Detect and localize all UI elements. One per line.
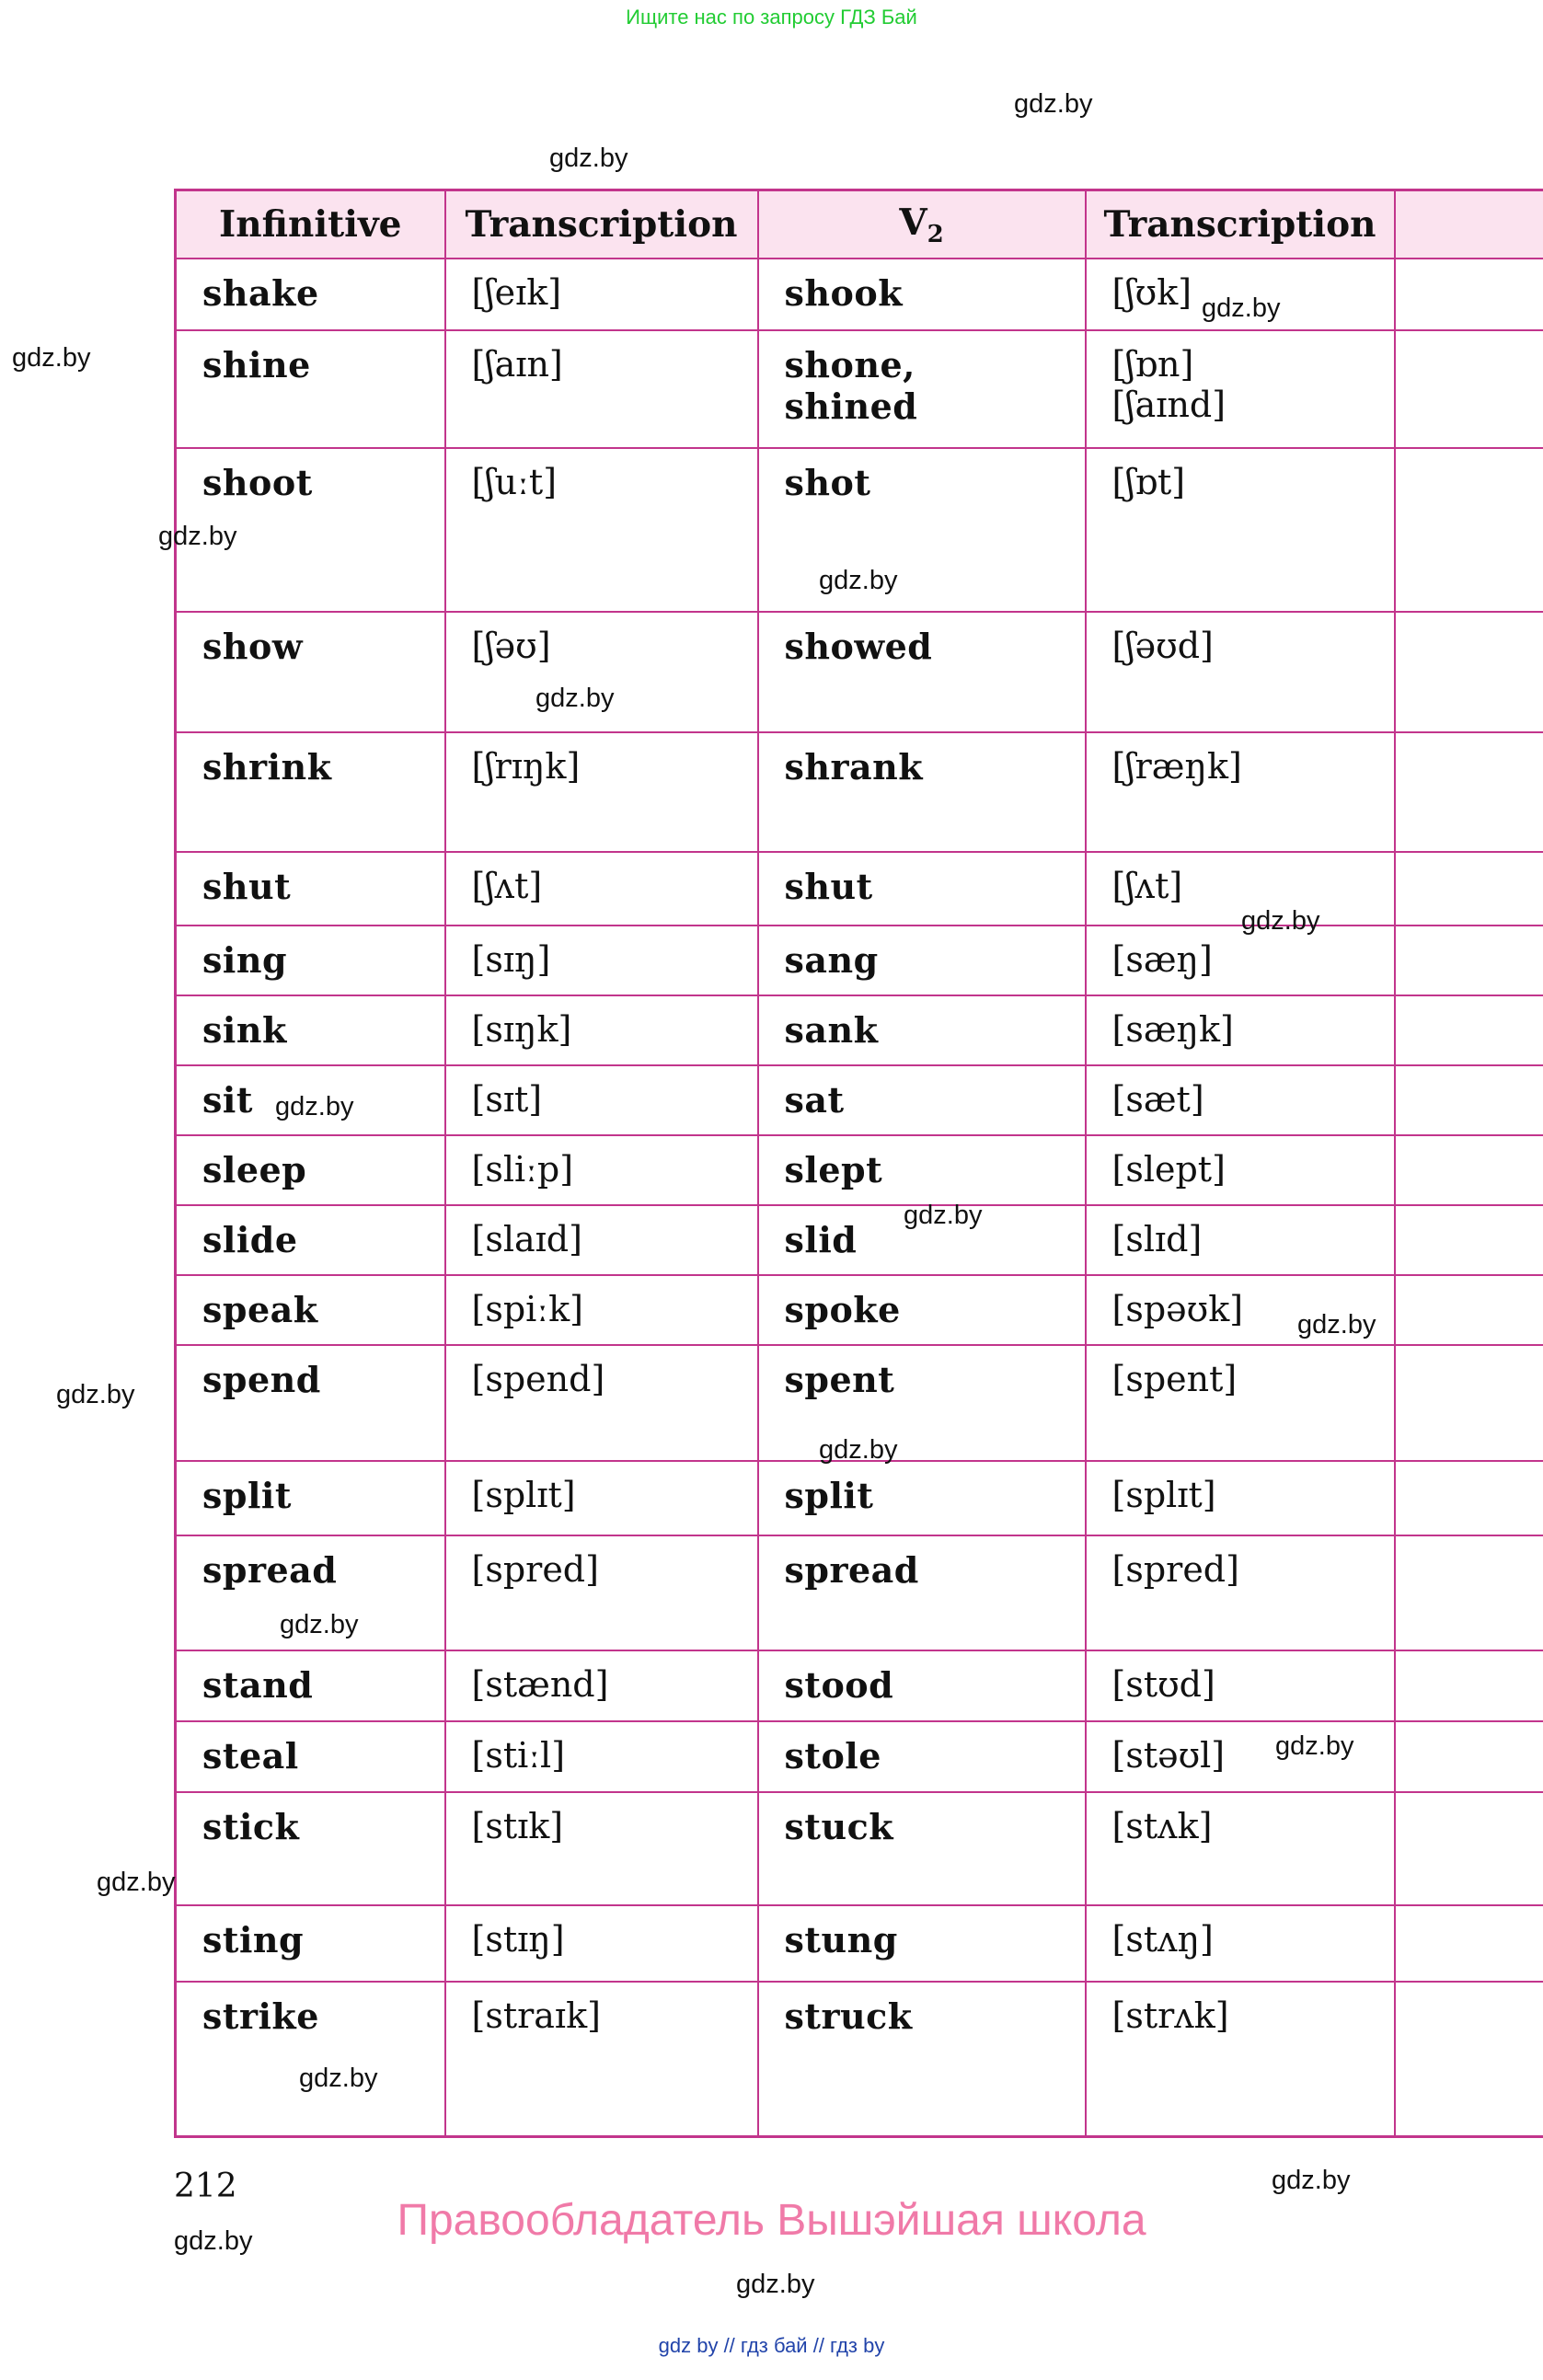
table-row bbox=[176, 1905, 1543, 1982]
v2-transcription-cell: [sæŋk] bbox=[1086, 995, 1395, 1065]
empty-cell bbox=[1395, 1205, 1543, 1275]
v2-cell: shut bbox=[758, 852, 1086, 926]
empty-cell bbox=[1395, 1650, 1543, 1721]
transcription-cell: [spend] bbox=[445, 1345, 758, 1461]
empty-cell bbox=[1395, 1905, 1543, 1982]
v2-cell: spent bbox=[758, 1345, 1086, 1461]
infinitive-cell: shoot bbox=[176, 448, 445, 612]
table-row bbox=[176, 1065, 1543, 1135]
table-row bbox=[176, 612, 1543, 732]
transcription-cell: [sɪŋ] bbox=[445, 926, 758, 995]
transcription-cell: [sɪŋk] bbox=[445, 995, 758, 1065]
header-transcription-v2: Transcription bbox=[1086, 190, 1395, 259]
empty-cell bbox=[1395, 1535, 1543, 1650]
table-row bbox=[176, 1205, 1543, 1275]
v2-transcription-cell: [ʃɒt] bbox=[1086, 448, 1395, 612]
v2-cell: slept bbox=[758, 1135, 1086, 1205]
transcription-cell: [sliːp] bbox=[445, 1135, 758, 1205]
watermark: gdz.by bbox=[736, 2270, 815, 2299]
v2-transcription-cell: [stəʊl] bbox=[1086, 1721, 1395, 1792]
infinitive-cell: sit bbox=[176, 1065, 445, 1135]
infinitive-cell: stick bbox=[176, 1792, 445, 1905]
empty-cell bbox=[1395, 1275, 1543, 1345]
empty-cell bbox=[1395, 1065, 1543, 1135]
v2-cell: spoke bbox=[758, 1275, 1086, 1345]
empty-cell bbox=[1395, 1792, 1543, 1905]
watermark: gdz.by bbox=[549, 144, 628, 173]
v2-cell: shot bbox=[758, 448, 1086, 612]
irregular-verbs-table bbox=[174, 189, 1543, 2138]
table-row bbox=[176, 259, 1543, 330]
table-header-row bbox=[176, 190, 1543, 259]
top-banner-link[interactable]: Ищите нас по запросу ГДЗ Бай bbox=[626, 6, 917, 29]
v2-transcription-cell: [strʌk] bbox=[1086, 1982, 1395, 2136]
infinitive-cell: strike bbox=[176, 1982, 445, 2136]
v2-cell: split bbox=[758, 1461, 1086, 1535]
v2-cell bbox=[758, 330, 1086, 448]
table-row bbox=[176, 330, 1543, 448]
table-row bbox=[176, 1135, 1543, 1205]
table-row bbox=[176, 1650, 1543, 1721]
v2-cell: spread bbox=[758, 1535, 1086, 1650]
v2-cell: sank bbox=[758, 995, 1086, 1065]
v2-transcription: [ʃɒn] bbox=[1111, 344, 1194, 385]
v2-transcription-cell: [spred] bbox=[1086, 1535, 1395, 1650]
watermark: gdz.by bbox=[904, 1201, 983, 1230]
header-v2-label: V bbox=[899, 201, 927, 244]
transcription-cell: [spiːk] bbox=[445, 1275, 758, 1345]
empty-cell bbox=[1395, 330, 1543, 448]
infinitive-cell: sting bbox=[176, 1905, 445, 1982]
v2-transcription-cell: [spent] bbox=[1086, 1345, 1395, 1461]
table-row bbox=[176, 926, 1543, 995]
transcription-cell: [straɪk] bbox=[445, 1982, 758, 2136]
v2-transcription-cell: [stʊd] bbox=[1086, 1650, 1395, 1721]
empty-cell bbox=[1395, 259, 1543, 330]
watermark: gdz.by bbox=[158, 522, 237, 551]
copyright-notice: Правообладатель Вышэйшая школа bbox=[397, 2196, 1146, 2245]
transcription-cell: [splɪt] bbox=[445, 1461, 758, 1535]
watermark: gdz.by bbox=[1014, 89, 1093, 119]
watermark: gdz.by bbox=[174, 2226, 253, 2256]
empty-cell bbox=[1395, 1345, 1543, 1461]
transcription-cell: [ʃeɪk] bbox=[445, 259, 758, 330]
v2-transcription-cell: [slɪd] bbox=[1086, 1205, 1395, 1275]
watermark: gdz.by bbox=[535, 684, 615, 713]
v2-transcription-cell: [splɪt] bbox=[1086, 1461, 1395, 1535]
watermark: gdz.by bbox=[1202, 293, 1281, 323]
v2-form-alt: shined bbox=[784, 385, 918, 427]
v2-transcription-cell: [stʌŋ] bbox=[1086, 1905, 1395, 1982]
v2-cell: sat bbox=[758, 1065, 1086, 1135]
infinitive-cell: spend bbox=[176, 1345, 445, 1461]
table-row bbox=[176, 1461, 1543, 1535]
table-row bbox=[176, 1982, 1543, 2136]
infinitive-cell: steal bbox=[176, 1721, 445, 1792]
transcription-cell: [ʃaɪn] bbox=[445, 330, 758, 448]
infinitive-cell: spread bbox=[176, 1535, 445, 1650]
header-transcription: Transcription bbox=[445, 190, 758, 259]
watermark: gdz.by bbox=[97, 1868, 176, 1897]
watermark: gdz.by bbox=[280, 1610, 359, 1639]
empty-cell bbox=[1395, 1135, 1543, 1205]
table-row bbox=[176, 852, 1543, 926]
table-row bbox=[176, 995, 1543, 1065]
watermark: gdz.by bbox=[819, 566, 898, 595]
v2-cell: stood bbox=[758, 1650, 1086, 1721]
transcription-cell: [stɪk] bbox=[445, 1792, 758, 1905]
infinitive-cell: shrink bbox=[176, 732, 445, 852]
v2-cell: slid bbox=[758, 1205, 1086, 1275]
v2-transcription-cell: [sæt] bbox=[1086, 1065, 1395, 1135]
header-v2-subscript: 2 bbox=[927, 220, 944, 248]
infinitive-cell: sink bbox=[176, 995, 445, 1065]
watermark: gdz.by bbox=[12, 343, 91, 373]
v2-transcription-cell: [sæŋ] bbox=[1086, 926, 1395, 995]
transcription-cell: [ʃəʊ] bbox=[445, 612, 758, 732]
bottom-links[interactable]: gdz by // гдз бай // гдз by bbox=[658, 2334, 885, 2357]
v2-transcription-cell: [ʃʊk] bbox=[1086, 259, 1395, 330]
v2-cell: stole bbox=[758, 1721, 1086, 1792]
infinitive-cell: shine bbox=[176, 330, 445, 448]
header-infinitive: Infinitive bbox=[176, 190, 445, 259]
v2-form: shone, bbox=[784, 344, 915, 385]
v2-transcription-alt: [ʃaɪnd] bbox=[1111, 385, 1226, 425]
transcription-cell: [spred] bbox=[445, 1535, 758, 1650]
infinitive-cell: shut bbox=[176, 852, 445, 926]
v2-cell: shook bbox=[758, 259, 1086, 330]
v2-cell: stung bbox=[758, 1905, 1086, 1982]
empty-cell bbox=[1395, 1461, 1543, 1535]
empty-cell bbox=[1395, 1982, 1543, 2136]
infinitive-cell: show bbox=[176, 612, 445, 732]
empty-cell bbox=[1395, 732, 1543, 852]
transcription-cell: [ʃʌt] bbox=[445, 852, 758, 926]
v2-transcription-cell: [ʃræŋk] bbox=[1086, 732, 1395, 852]
transcription-cell: [stænd] bbox=[445, 1650, 758, 1721]
watermark: gdz.by bbox=[1275, 1731, 1354, 1761]
watermark: gdz.by bbox=[56, 1380, 135, 1409]
empty-cell bbox=[1395, 995, 1543, 1065]
header-v2 bbox=[758, 190, 1086, 259]
v2-transcription-cell: [slept] bbox=[1086, 1135, 1395, 1205]
v2-cell: struck bbox=[758, 1982, 1086, 2136]
watermark: gdz.by bbox=[1241, 906, 1320, 936]
v2-transcription-cell: [ʃəʊd] bbox=[1086, 612, 1395, 732]
transcription-cell: [stiːl] bbox=[445, 1721, 758, 1792]
transcription-cell: [ʃuːt] bbox=[445, 448, 758, 612]
infinitive-cell: stand bbox=[176, 1650, 445, 1721]
v2-transcription-cell: [stʌk] bbox=[1086, 1792, 1395, 1905]
v2-cell: stuck bbox=[758, 1792, 1086, 1905]
infinitive-cell: slide bbox=[176, 1205, 445, 1275]
empty-cell bbox=[1395, 852, 1543, 926]
transcription-cell: [slaɪd] bbox=[445, 1205, 758, 1275]
v2-cell: showed bbox=[758, 612, 1086, 732]
page-number: 212 bbox=[174, 2167, 237, 2205]
transcription-cell: [sɪt] bbox=[445, 1065, 758, 1135]
table-row bbox=[176, 1535, 1543, 1650]
v2-transcription-cell: [ʃʌt] bbox=[1086, 852, 1395, 926]
watermark: gdz.by bbox=[275, 1092, 354, 1121]
transcription-cell: [ʃrɪŋk] bbox=[445, 732, 758, 852]
watermark: gdz.by bbox=[819, 1435, 898, 1465]
empty-cell bbox=[1395, 612, 1543, 732]
v2-transcription-cell: [spəʊk] bbox=[1086, 1275, 1395, 1345]
v2-transcription-cell bbox=[1086, 330, 1395, 448]
infinitive-cell: split bbox=[176, 1461, 445, 1535]
v2-cell: sang bbox=[758, 926, 1086, 995]
watermark: gdz.by bbox=[1272, 2166, 1351, 2195]
transcription-cell: [stɪŋ] bbox=[445, 1905, 758, 1982]
watermark: gdz.by bbox=[299, 2064, 378, 2093]
table-row bbox=[176, 1792, 1543, 1905]
empty-cell bbox=[1395, 1721, 1543, 1792]
v2-cell: shrank bbox=[758, 732, 1086, 852]
infinitive-cell: sing bbox=[176, 926, 445, 995]
table-row bbox=[176, 732, 1543, 852]
header-empty bbox=[1395, 190, 1543, 259]
infinitive-cell: shake bbox=[176, 259, 445, 330]
empty-cell bbox=[1395, 926, 1543, 995]
watermark: gdz.by bbox=[1297, 1310, 1376, 1339]
infinitive-cell: sleep bbox=[176, 1135, 445, 1205]
infinitive-cell: speak bbox=[176, 1275, 445, 1345]
empty-cell bbox=[1395, 448, 1543, 612]
